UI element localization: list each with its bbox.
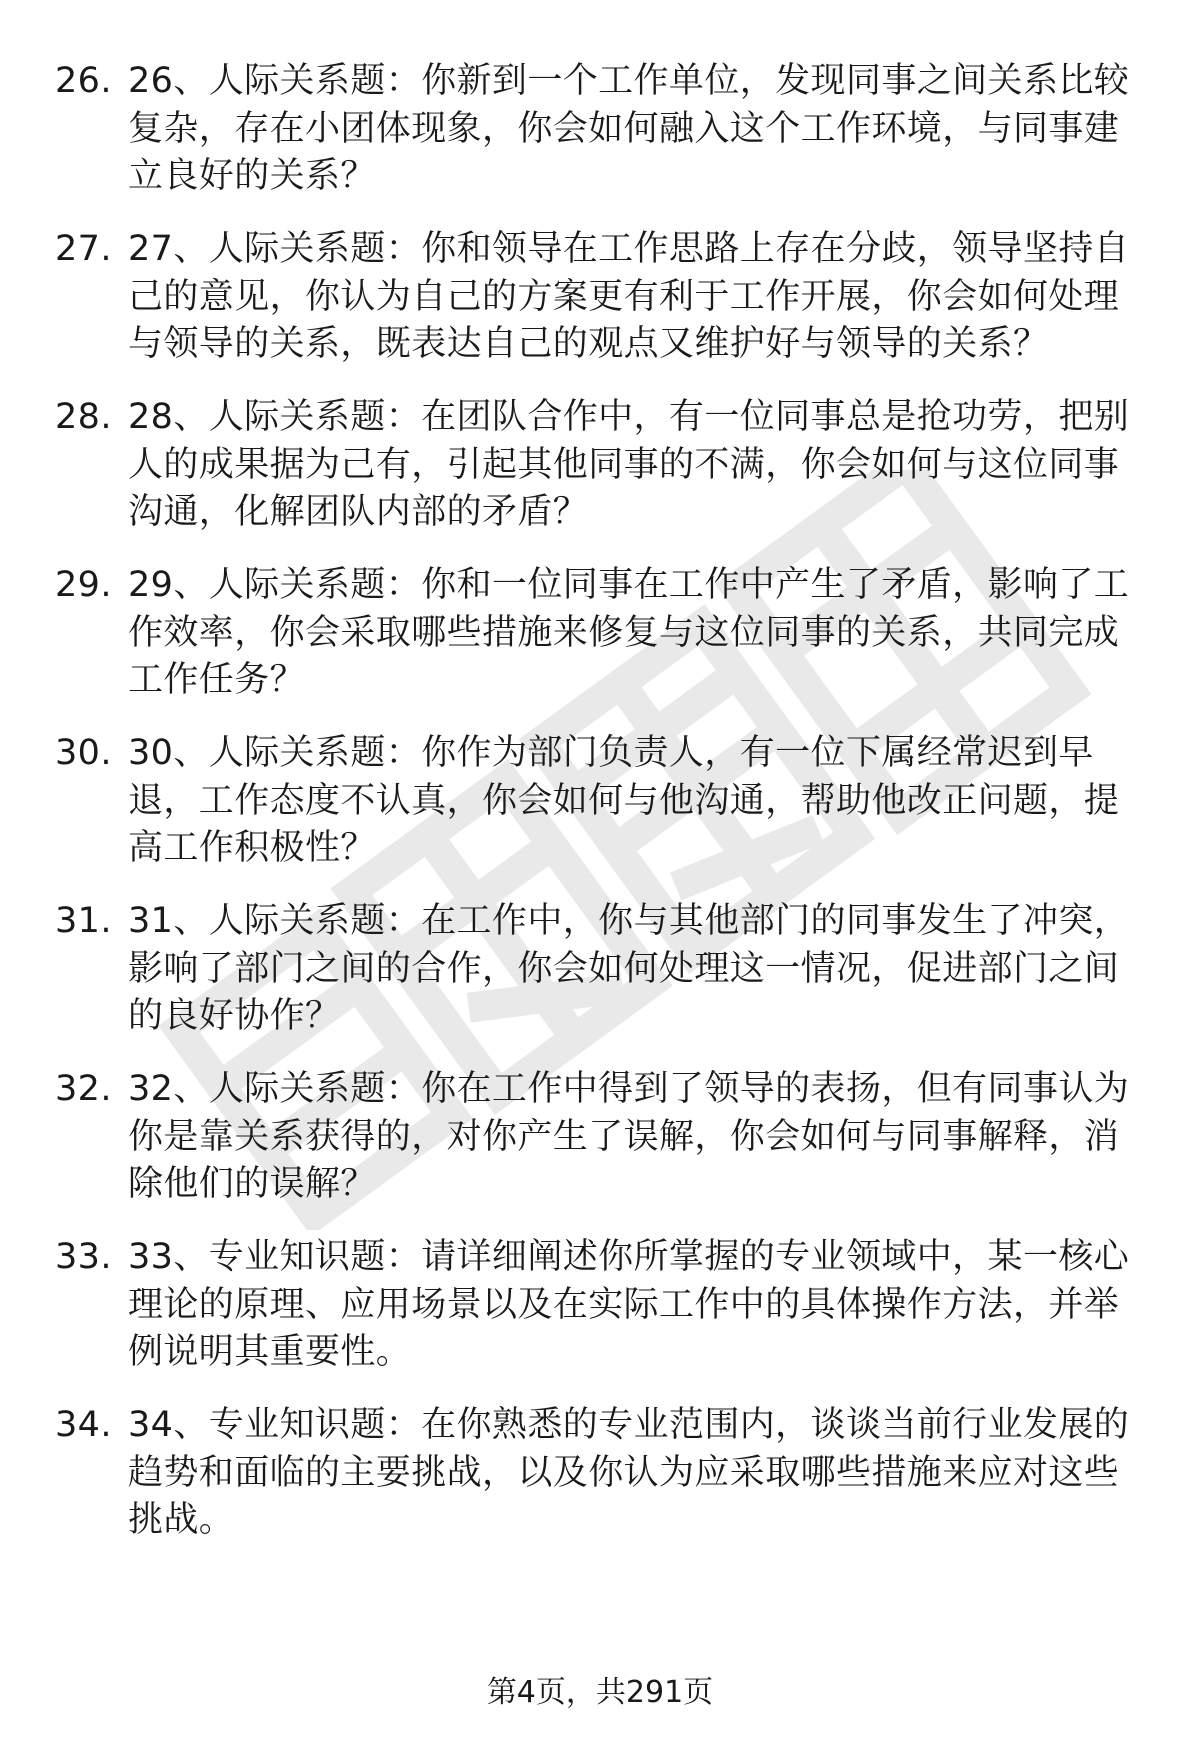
question-item-28 xyxy=(0,394,1200,537)
question-item-33 xyxy=(0,1234,1200,1377)
question-text: 31、人际关系题：在工作中，你与其他部门的同事发生了冲突，影响了部门之间的合作，你会如何处理这一情况，促进部门之间的良好协作？ xyxy=(128,901,1130,1036)
question-item-34 xyxy=(0,1402,1200,1545)
question-item-30 xyxy=(0,730,1200,873)
question-number: 31. xyxy=(55,901,112,941)
page-footer: 第4页，共291页 xyxy=(486,1675,714,1710)
question-text: 32、人际关系题：你在工作中得到了领导的表扬，但有同事认为你是靠关系获得的，对你产生了误解，你会如何与同事解释，消除他们的误解？ xyxy=(128,1069,1130,1204)
question-item-26 xyxy=(0,58,1200,201)
question-number: 34. xyxy=(55,1405,112,1445)
question-number: 32. xyxy=(55,1069,112,1109)
question-item-29 xyxy=(0,562,1200,705)
question-number: 33. xyxy=(55,1237,112,1277)
question-text: 30、人际关系题：你作为部门负责人，有一位下属经常迟到早退，工作态度不认真，你会如何与他沟通，帮助他改正问题，提高工作积极性？ xyxy=(128,733,1120,868)
question-text: 34、专业知识题：在你熟悉的专业范围内，谈谈当前行业发展的趋势和面临的主要挑战，以及你认为应采取哪些措施来应对这些挑战。 xyxy=(128,1405,1130,1540)
question-item-32 xyxy=(0,1066,1200,1209)
question-text: 33、专业知识题：请详细阐述你所掌握的专业领域中，某一核心理论的原理、应用场景以及在实际工作中的具体操作方法，并举例说明其重要性。 xyxy=(128,1237,1130,1372)
question-number: 28. xyxy=(55,397,112,437)
question-item-27 xyxy=(0,226,1200,369)
question-text: 28、人际关系题：在团队合作中，有一位同事总是抢功劳，把别人的成果据为己有，引起其他同事的不满，你会如何与这位同事沟通，化解团队内部的矛盾？ xyxy=(128,397,1130,532)
question-number: 26. xyxy=(55,61,112,101)
question-number: 30. xyxy=(55,733,112,773)
question-item-31 xyxy=(0,898,1200,1041)
question-number: 29. xyxy=(55,565,112,605)
question-text: 29、人际关系题：你和一位同事在工作中产生了矛盾，影响了工作效率，你会采取哪些措施来修复与这位同事的关系，共同完成工作任务？ xyxy=(128,565,1130,700)
question-text: 26、人际关系题：你新到一个工作单位，发现同事之间关系比较复杂，存在小团体现象，你会如何融入这个工作环境，与同事建立良好的关系？ xyxy=(128,61,1130,196)
question-number: 27. xyxy=(55,229,112,269)
question-text: 27、人际关系题：你和领导在工作思路上存在分歧，领导坚持自己的意见，你认为自己的方案更有利于工作开展，你会如何处理与领导的关系，既表达自己的观点又维护好与领导的关系？ xyxy=(128,229,1130,364)
question-list xyxy=(0,58,1200,1570)
